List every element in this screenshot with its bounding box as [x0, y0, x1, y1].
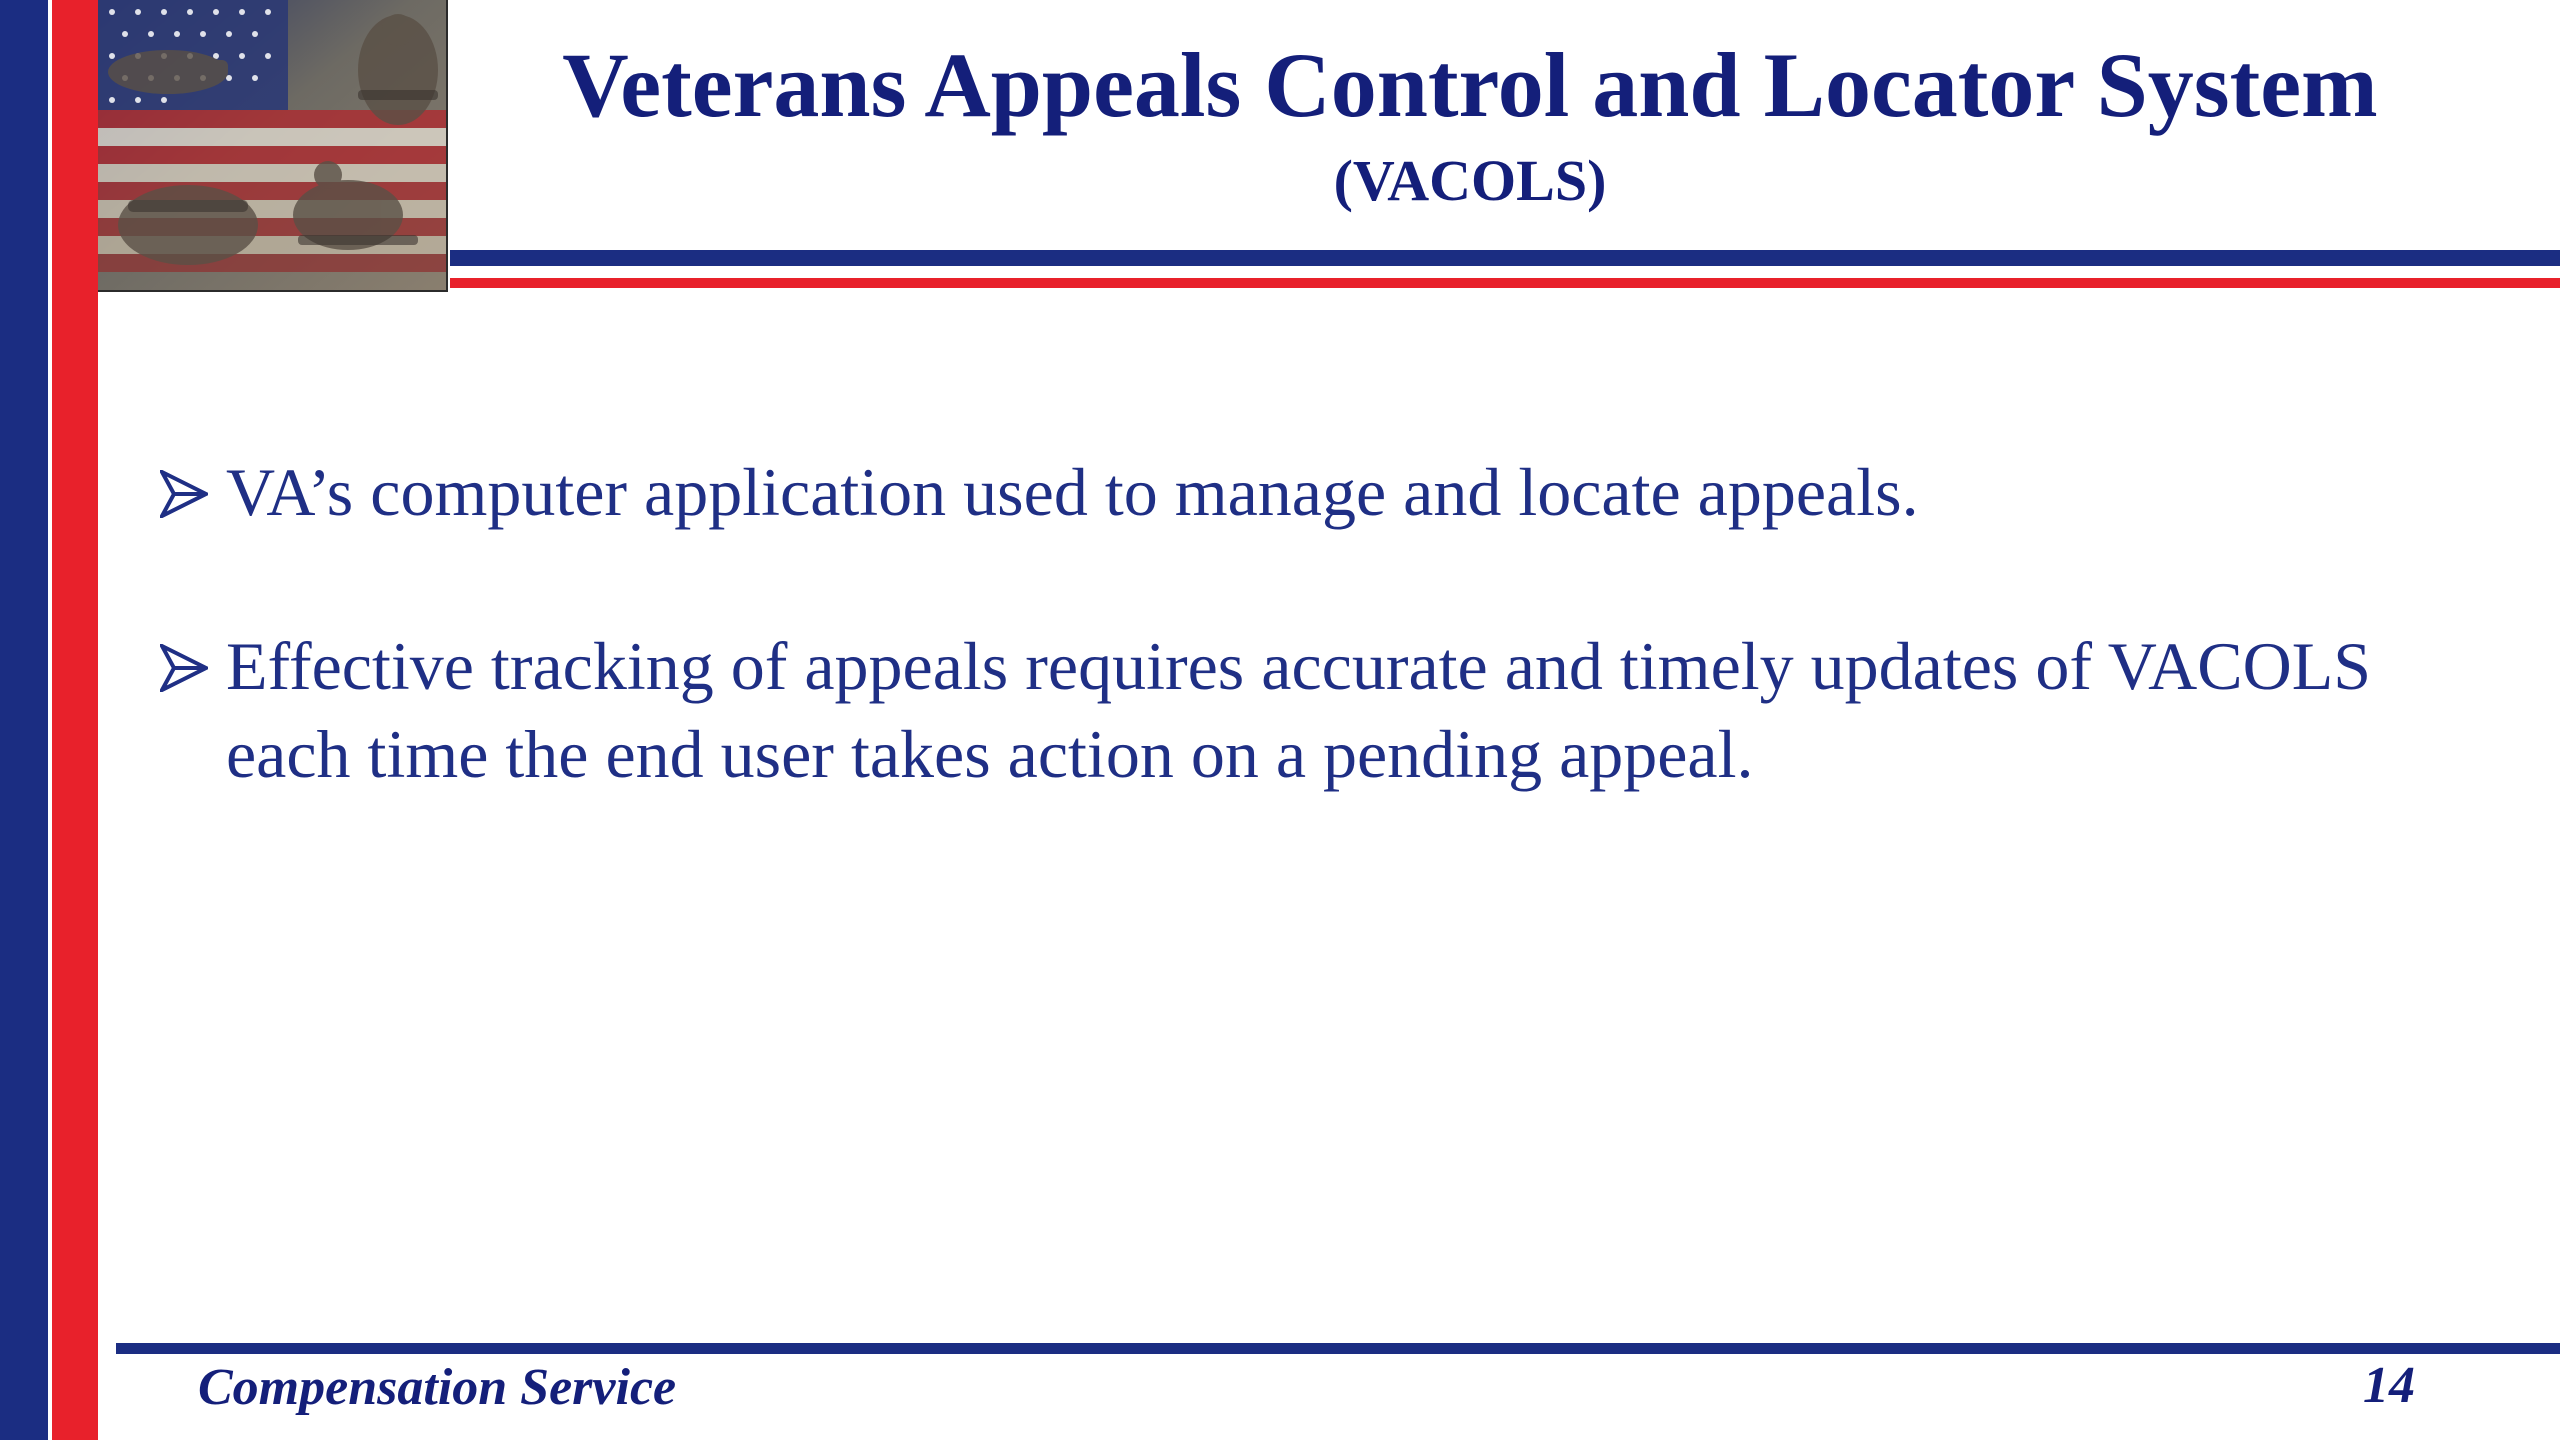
- bullet-text: Effective tracking of appeals requires accurate and timely updates of VACOLS each time the end user takes action on a pending appeal.: [226, 628, 2372, 792]
- bullet-list: [160, 448, 2490, 884]
- bullet-item: [160, 622, 2490, 798]
- page-number: 14: [2363, 1357, 2415, 1414]
- left-blue-stripe: [0, 0, 52, 1440]
- header-rule-blue: [450, 250, 2560, 266]
- arrowhead-bullet-icon: [160, 470, 208, 518]
- bullet-item: [160, 448, 2490, 536]
- header-rule-red: [450, 278, 2560, 288]
- flag-soldiers-image: [98, 0, 448, 292]
- arrowhead-bullet-icon: [160, 644, 208, 692]
- footer-organization: Compensation Service: [198, 1359, 677, 1416]
- bullet-text: VA’s computer application used to manage and locate appeals.: [226, 454, 1919, 530]
- slide-subtitle: (VACOLS): [1333, 148, 1607, 213]
- left-red-stripe: [52, 0, 98, 1440]
- slide-title: Veterans Appeals Control and Locator System: [562, 34, 2378, 136]
